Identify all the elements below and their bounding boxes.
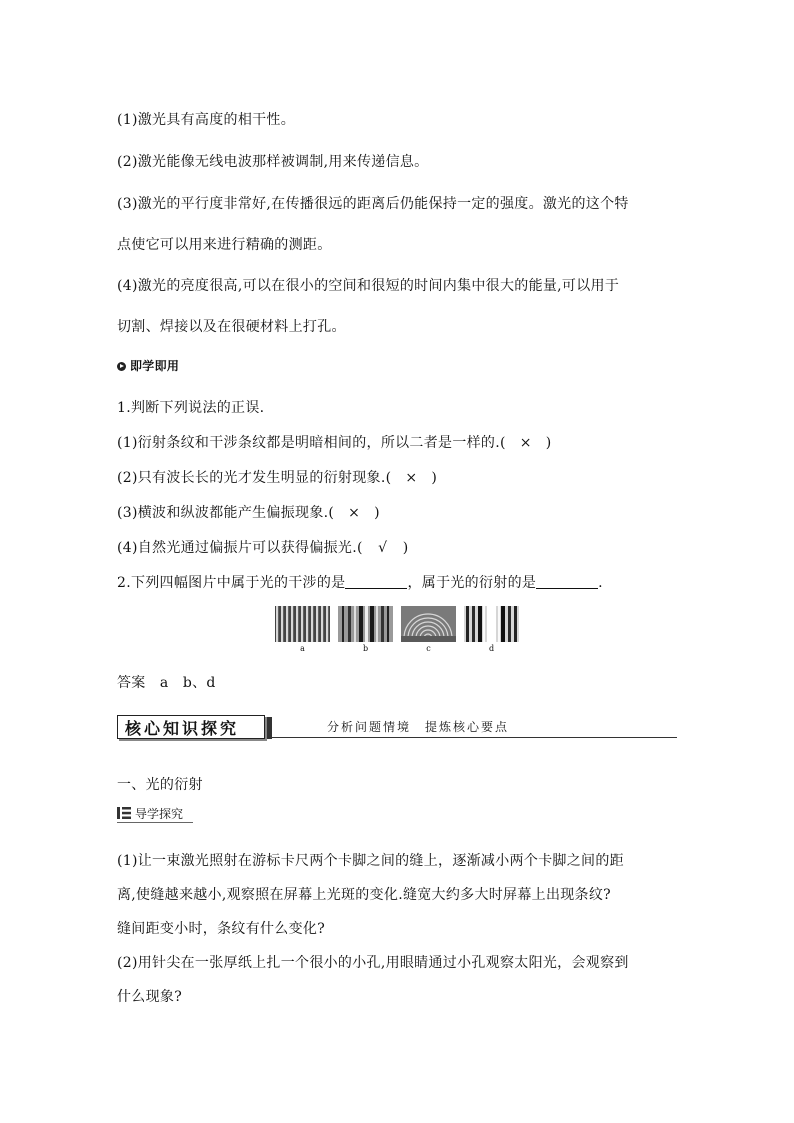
judge-mark: × — [405, 470, 418, 486]
list-icon — [117, 807, 131, 819]
property-line-1: (1)激光具有高度的相干性。 — [117, 112, 296, 128]
fringe-image-d — [464, 606, 519, 642]
answer-value: a b、d — [159, 675, 216, 691]
section-title: 一、光的衍射 — [117, 777, 203, 793]
practice-tag-label: 即学即用 — [130, 359, 180, 373]
judge-close: ) — [374, 505, 380, 521]
judge-item-text: (1)衍射条纹和干涉条纹都是明暗相间的，所以二者是一样的.( — [117, 435, 506, 451]
banner-subtitle: 分析问题情境 提炼核心要点 — [327, 720, 510, 734]
guide-tag-label: 导学探究 — [135, 807, 184, 821]
section-banner — [117, 715, 677, 739]
inquiry-line-3: 缝间距变小时，条纹有什么变化? — [117, 921, 326, 937]
judge-close: ) — [431, 470, 438, 486]
fringe-figures — [275, 606, 520, 654]
judge-close: ) — [402, 540, 409, 556]
inquiry-line-1: (1)让一束激光照射在游标卡尺两个卡脚之间的缝上，逐渐减小两个卡脚之间的距 — [117, 853, 624, 869]
inquiry-line-4: (2)用针尖在一张厚纸上扎一个很小的小孔,用眼睛通过小孔观察太阳光，会观察到 — [117, 955, 629, 971]
judge-mark: × — [348, 505, 361, 521]
inquiry-line-5: 什么现象? — [117, 989, 183, 1005]
judge-item-1 — [117, 432, 552, 452]
answer-line — [117, 672, 216, 692]
judge-mark: √ — [378, 540, 388, 556]
judge-item-2 — [117, 467, 437, 487]
question-2 — [117, 572, 603, 592]
judge-item-text: (3)横波和纵波都能产生偏振现象.( — [117, 505, 335, 521]
figure-label-c: c — [426, 644, 431, 653]
question-2-part-3: . — [598, 575, 603, 591]
judge-item-text: (4)自然光通过偏振片可以获得偏振光.( — [117, 540, 363, 556]
property-line-5: (4)激光的亮度很高,可以在很小的空间和很短的时间内集中很大的能量,可以用于 — [117, 278, 620, 294]
property-line-6: 切割、焊接以及在很硬材料上打孔。 — [117, 319, 346, 335]
guide-tag — [117, 804, 197, 824]
banner-title: 核心知识探究 — [125, 719, 240, 738]
fringe-image-a — [275, 606, 330, 642]
judge-item-text: (2)只有波长长的光才发生明显的衍射现象.( — [117, 470, 392, 486]
question-2-part-1: 2.下列四幅图片中属于光的干涉的是 — [117, 575, 346, 591]
play-icon — [117, 362, 126, 371]
judge-item-4 — [117, 537, 409, 557]
property-line-4: 点使它可以用来进行精确的测距。 — [117, 237, 332, 253]
figure-label-a: a — [300, 644, 305, 653]
answer-blank-2 — [536, 574, 598, 589]
answer-label: 答案 — [117, 675, 146, 691]
figure-label-d: d — [488, 644, 495, 653]
inquiry-line-2: 离,使缝越来越小,观察照在屏幕上光斑的变化.缝宽大约多大时屏幕上出现条纹? — [117, 887, 611, 903]
banner-bar — [267, 717, 272, 739]
question-1-stem: 1.判断下列说法的正误. — [117, 400, 265, 416]
property-line-3: (3)激光的平行度非常好,在传播很远的距离后仍能保持一定的强度。激光的这个特 — [117, 196, 629, 212]
judge-mark: × — [519, 435, 532, 451]
figure-label-b: b — [362, 644, 369, 653]
judge-close: ) — [545, 435, 552, 451]
guide-underline — [117, 822, 193, 823]
question-2-part-2: ，属于光的衍射的是 — [407, 575, 537, 591]
answer-blank-1 — [345, 574, 407, 589]
property-line-2: (2)激光能像无线电波那样被调制,用来传递信息。 — [117, 154, 429, 170]
banner-rule — [272, 737, 677, 738]
judge-item-3 — [117, 502, 380, 522]
fringe-image-c — [401, 606, 456, 642]
fringe-image-b — [338, 606, 393, 642]
practice-tag — [117, 357, 179, 374]
